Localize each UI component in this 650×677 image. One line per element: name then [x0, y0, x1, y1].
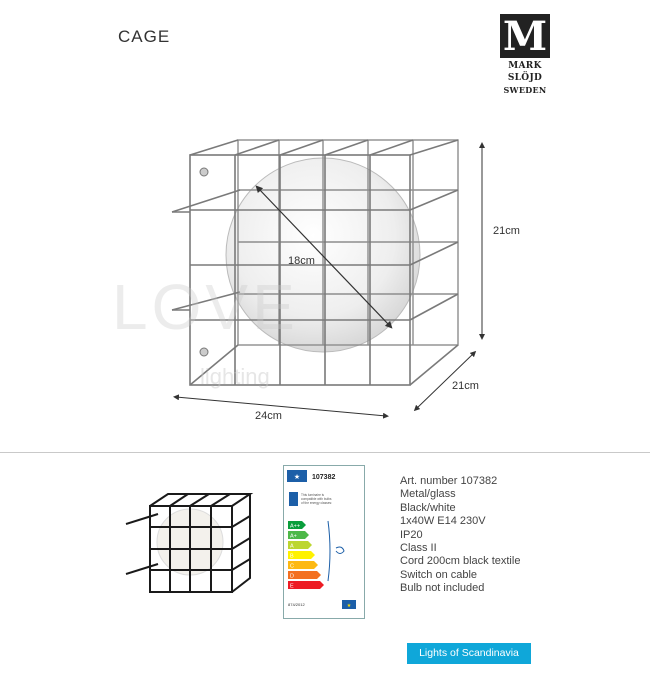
- energy-class-label: D: [290, 573, 294, 580]
- spec-line: Art. number 107382: [400, 475, 498, 487]
- screw-top: [200, 168, 208, 176]
- screw-bottom: [200, 348, 208, 356]
- energy-label-graphic: [284, 466, 364, 618]
- spec-line: Switch on cable: [400, 568, 478, 581]
- energy-class-bars: [288, 521, 324, 590]
- energy-class-label: A++: [290, 523, 301, 530]
- brand-logo-line1: MARK: [508, 61, 542, 71]
- svg-text:This luminaire is compat: This luminaire is compatible with bulbs of the energy classes:: [301, 493, 333, 505]
- spec-line: Bulb not included: [400, 582, 485, 595]
- spec-line: Black/white: [400, 501, 456, 514]
- diameter-label: 18cm: [288, 255, 315, 267]
- brand-logo-letter: M: [500, 14, 550, 58]
- spec-line: IP20: [400, 528, 423, 541]
- svg-text:★: ★: [293, 474, 301, 481]
- energy-label-card: [283, 465, 365, 619]
- spec-line: Class II: [400, 542, 437, 554]
- product-photo: [118, 484, 258, 599]
- energy-label-code: 107382: [312, 474, 336, 481]
- depth-label: 21cm: [452, 380, 479, 392]
- spec-line: 1x40W E14 230V: [400, 515, 486, 528]
- section-divider: [0, 452, 650, 453]
- energy-class-label: E: [290, 583, 294, 590]
- product-title: CAGE: [118, 27, 171, 46]
- footer-banner: Lights of Scandinavia: [407, 643, 531, 664]
- energy-class-label: A+: [290, 533, 297, 540]
- watermark-subtext: lighting: [200, 364, 270, 389]
- energy-class-label: B: [290, 553, 294, 560]
- height-label: 21cm: [493, 225, 520, 237]
- width-label: 24cm: [255, 410, 282, 422]
- spec-line: Cord 200cm black textile: [400, 555, 521, 568]
- spec-line: Metal/glass: [400, 488, 456, 501]
- energy-regulation: 874/2012: [288, 602, 305, 607]
- energy-class-label: A: [290, 543, 294, 550]
- svg-text:★: ★: [346, 603, 352, 609]
- brand-logo-line2: SLÖJD: [507, 73, 543, 83]
- watermark-text: LOVE: [112, 271, 299, 343]
- energy-class-label: C: [290, 563, 294, 570]
- brand-logo-line3: SWEDEN: [503, 85, 547, 95]
